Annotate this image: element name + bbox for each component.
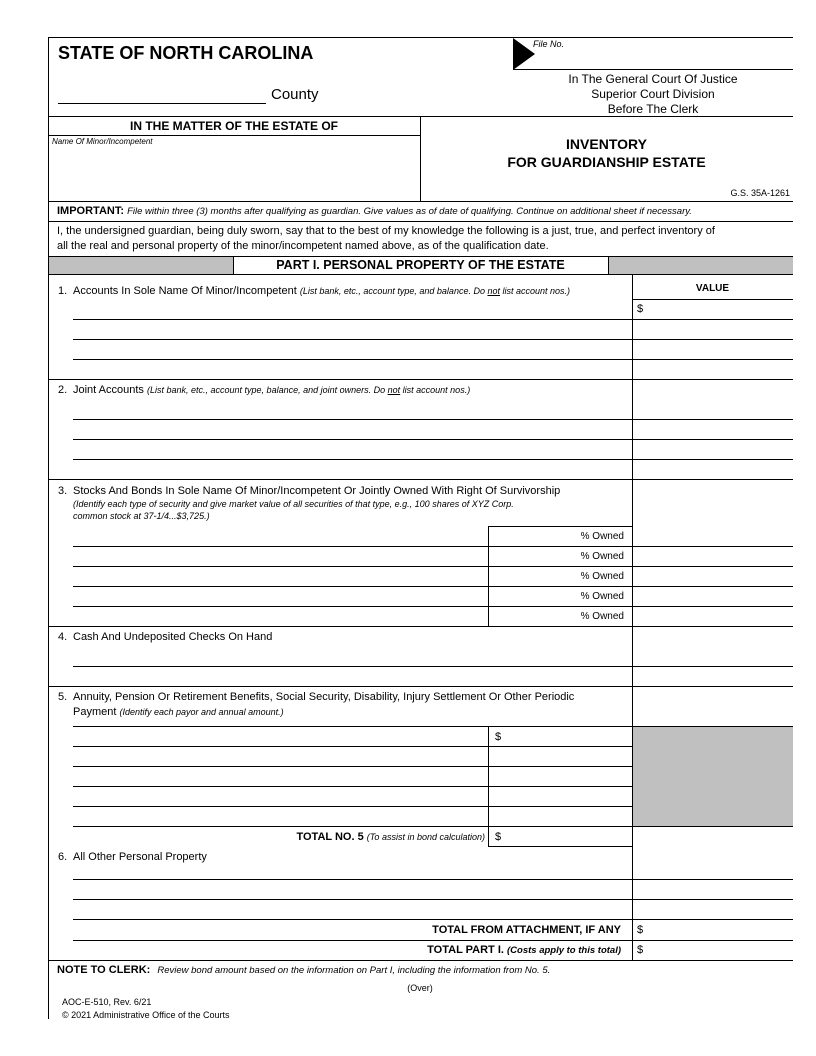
item5-hint: (Identify each payor and annual amount.) xyxy=(119,707,284,717)
item4-number: 4. xyxy=(58,631,68,643)
file-no-label: File No. xyxy=(533,39,565,49)
item5-number: 5. xyxy=(58,691,68,703)
form-number: AOC-E-510, Rev. 6/21 xyxy=(62,997,152,1007)
total5-label: TOTAL NO. 5 xyxy=(296,831,364,843)
oath-line1: I, the undersigned guardian, being duly sworn, say that to the best of my knowledge the following is a just, true, and perfect inventory of xyxy=(57,225,715,237)
item1-line-3[interactable] xyxy=(73,359,793,360)
item5-line-5[interactable] xyxy=(73,826,793,827)
item3-number: 3. xyxy=(58,485,68,497)
item3-label: Stocks And Bonds In Sole Name Of Minor/Incompetent Or Jointly Owned With Right Of Survivorship xyxy=(73,485,561,497)
part1-heading: PART I. PERSONAL PROPERTY OF THE ESTATE xyxy=(276,258,565,272)
item3-pct-owned-1: % Owned xyxy=(580,531,624,542)
total-part1-label: TOTAL PART I. xyxy=(427,944,504,956)
value-column-divider xyxy=(632,274,633,960)
oath-line2: all the real and personal property of the minor/incompetent named above, as of the qualification date. xyxy=(57,240,549,252)
statute-ref: G.S. 35A-1261 xyxy=(730,188,790,198)
item5-line-2[interactable] xyxy=(73,766,632,767)
county-input[interactable] xyxy=(58,88,266,103)
total-part1-row xyxy=(300,944,621,956)
item6-number: 6. xyxy=(58,851,68,863)
state-title: STATE OF NORTH CAROLINA xyxy=(58,43,314,63)
total-attachment-input[interactable] xyxy=(647,921,791,938)
important-label: IMPORTANT: xyxy=(57,205,125,217)
county-field[interactable] xyxy=(58,103,266,104)
item6-line-2[interactable] xyxy=(73,899,793,900)
estate-name-field[interactable] xyxy=(50,148,418,198)
total5-row xyxy=(200,831,485,843)
item1-label xyxy=(73,285,570,297)
item2-line-4[interactable] xyxy=(48,479,793,480)
item5-label-payment: Payment xyxy=(73,706,117,718)
item5-label-line2 xyxy=(73,706,284,718)
item3-hint-line2: common stock at 37-1/4...$3,725.) xyxy=(73,511,210,521)
item3-line-2[interactable] xyxy=(73,566,793,567)
item3-line-1[interactable] xyxy=(73,546,793,547)
total-attachment-label: TOTAL FROM ATTACHMENT, IF ANY xyxy=(432,924,621,936)
item2-line-3[interactable] xyxy=(73,459,793,460)
part1-heading-fill-left xyxy=(49,257,233,274)
item1-line-2[interactable] xyxy=(73,339,793,340)
item5-line-4[interactable] xyxy=(73,806,632,807)
item5-dollar: $ xyxy=(495,731,502,743)
item4-line-2[interactable] xyxy=(48,686,793,687)
item1-line-4[interactable] xyxy=(48,379,793,380)
court-line1: In The General Court Of Justice xyxy=(568,72,738,86)
note-label: NOTE TO CLERK: xyxy=(57,964,151,976)
note-to-clerk xyxy=(57,964,550,976)
form-title-line2: FOR GUARDIANSHIP ESTATE xyxy=(507,154,706,170)
item5-line-3[interactable] xyxy=(73,786,632,787)
left-border xyxy=(48,37,49,1019)
item4-label: Cash And Undeposited Checks On Hand xyxy=(73,631,273,643)
total5-hint: (To assist in bond calculation) xyxy=(366,832,485,842)
note-text: Review bond amount based on the information on Part I, including the information from No. 5. xyxy=(157,965,551,976)
item2-hint: (List bank, etc., account type, balance, and joint owners. Do not list account nos.) xyxy=(147,385,471,395)
court-line2: Superior Court Division xyxy=(591,87,715,101)
item5-label-line1: Annuity, Pension Or Retirement Benefits, Social Security, Disability, Injury Settlement Or Other Periodic xyxy=(73,691,575,703)
total-part1-input[interactable] xyxy=(647,941,791,958)
item3-pct-owned-3: % Owned xyxy=(580,571,624,582)
item5-line-1[interactable] xyxy=(73,746,632,747)
total-part1-dollar: $ xyxy=(637,944,644,956)
value-header: VALUE xyxy=(695,283,730,294)
name-label: Name Of Minor/Incompetent xyxy=(52,137,153,146)
over-indicator: (Over) xyxy=(407,983,433,993)
file-no-field[interactable] xyxy=(535,38,793,69)
item3-line-3[interactable] xyxy=(73,586,793,587)
item3-pct-owned-5: % Owned xyxy=(580,611,624,622)
item1-number: 1. xyxy=(58,285,68,297)
item1-dollar: $ xyxy=(637,303,644,315)
total-attachment-dollar: $ xyxy=(637,924,644,936)
item3-hint-line1: (Identify each type of security and give market value of all securities of that type, e.g., 100 shares of XYZ Corp. xyxy=(73,499,514,509)
item2-label-text: Joint Accounts xyxy=(73,384,144,396)
item3-line-5[interactable] xyxy=(48,626,793,627)
total-part1-hint: (Costs apply to this total) xyxy=(507,945,621,956)
item1-line-1[interactable] xyxy=(73,319,793,320)
item5-shaded-value xyxy=(633,727,793,826)
item1-hint: (List bank, etc., account type, and balance. Do not list account nos.) xyxy=(299,286,571,296)
important-notice xyxy=(57,205,692,217)
form-title-line1: INVENTORY xyxy=(566,136,647,152)
item6-line-1[interactable] xyxy=(73,879,793,880)
item3-pct-owned-2: % Owned xyxy=(580,551,624,562)
matter-heading: IN THE MATTER OF THE ESTATE OF xyxy=(130,119,338,133)
item2-line-1[interactable] xyxy=(73,419,793,420)
copyright: © 2021 Administrative Office of the Courts xyxy=(62,1010,230,1020)
item6-line-3[interactable] xyxy=(73,919,793,920)
important-text: File within three (3) months after qualifying as guardian. Give values as of date of qualifying. Continue on additional sheet if necessary. xyxy=(127,206,692,217)
item6-label: All Other Personal Property xyxy=(73,851,207,863)
court-line3: Before The Clerk xyxy=(607,102,699,116)
item1-label-text: Accounts In Sole Name Of Minor/Incompetent xyxy=(73,285,297,297)
item2-label xyxy=(73,384,470,396)
item4-line-1[interactable] xyxy=(73,666,793,667)
total5-dollar: $ xyxy=(495,831,502,843)
file-no-arrow-icon xyxy=(513,38,535,70)
total5-input[interactable] xyxy=(505,828,630,844)
county-label: County xyxy=(271,86,319,103)
item3-line-4[interactable] xyxy=(73,606,793,607)
part1-heading-fill-right xyxy=(609,257,793,274)
item2-number: 2. xyxy=(58,384,68,396)
item3-pct-owned-4: % Owned xyxy=(580,591,624,602)
item2-line-2[interactable] xyxy=(73,439,793,440)
